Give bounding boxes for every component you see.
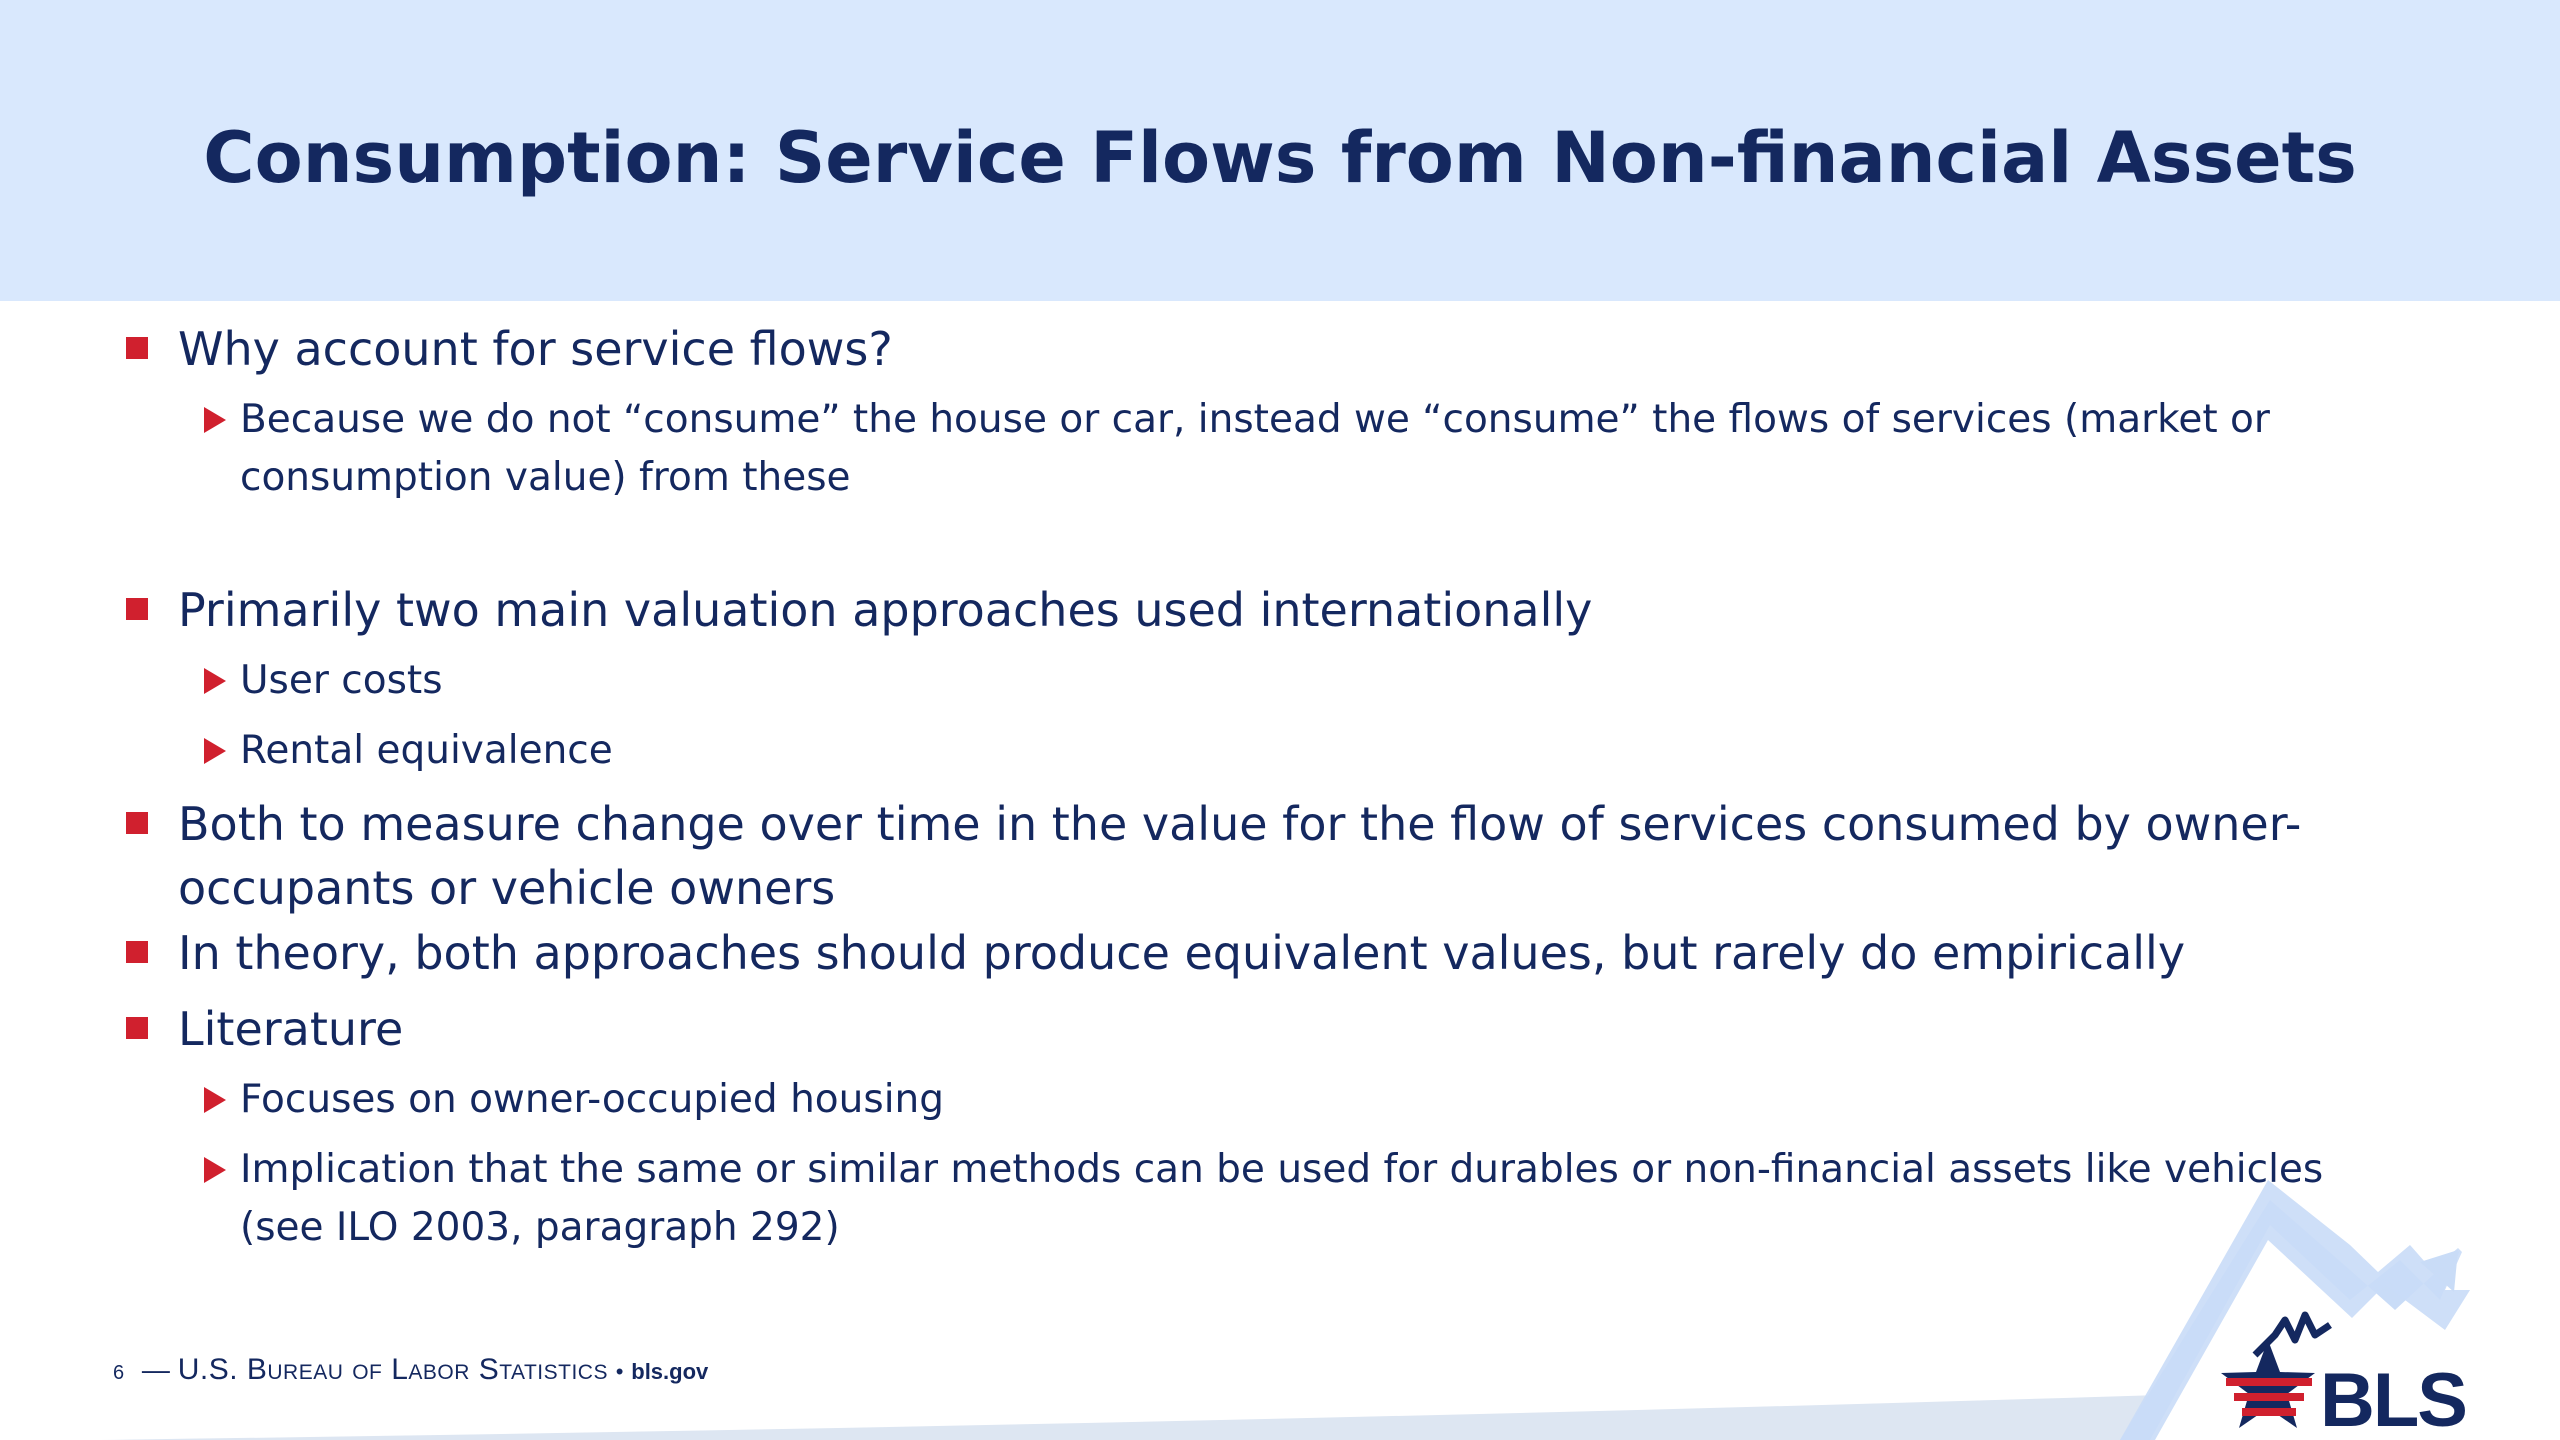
footer-organization: U.S. Bureau of Labor Statistics (177, 1353, 608, 1386)
sub-bullet-text: Because we do not “consume” the house or car, instead we “consume” the flows of services (market or consumption value) from these (240, 397, 2270, 500)
bullet-text: Literature (178, 1002, 404, 1056)
sub-bullet-text: User costs (240, 658, 443, 703)
bls-logo-text: BLS (2320, 1358, 2466, 1440)
bullet-text: Primarily two main valuation approaches used internationally (178, 583, 1593, 637)
page-number: 6 (113, 1362, 125, 1384)
footer-dot: • (615, 1359, 624, 1384)
sub-bullet-text: Rental equivalence (240, 728, 613, 773)
bullet-text: In theory, both approaches should produce equivalent values, but rarely do empirically (178, 926, 2186, 980)
star-icon (2221, 1340, 2315, 1428)
slide-title: Consumption: Service Flows from Non-financial Assets (203, 117, 2357, 199)
bullet-text: Both to measure change over time in the value for the flow of services consumed by owner-occupants or vehicle owners (178, 797, 2302, 915)
footer (113, 1352, 708, 1391)
footer-website-link[interactable]: bls.gov (631, 1359, 709, 1384)
sub-bullet-text: Focuses on owner-occupied housing (240, 1077, 944, 1122)
sub-bullet-text: Implication that the same or similar methods can be used for durables or non-financial assets like vehicles (see ILO 2003, paragraph 292) (240, 1147, 2324, 1250)
bullet-text: Why account for service flows? (178, 322, 893, 376)
swoosh-line-icon (100, 1395, 2160, 1440)
footer-separator: — (141, 1354, 170, 1385)
